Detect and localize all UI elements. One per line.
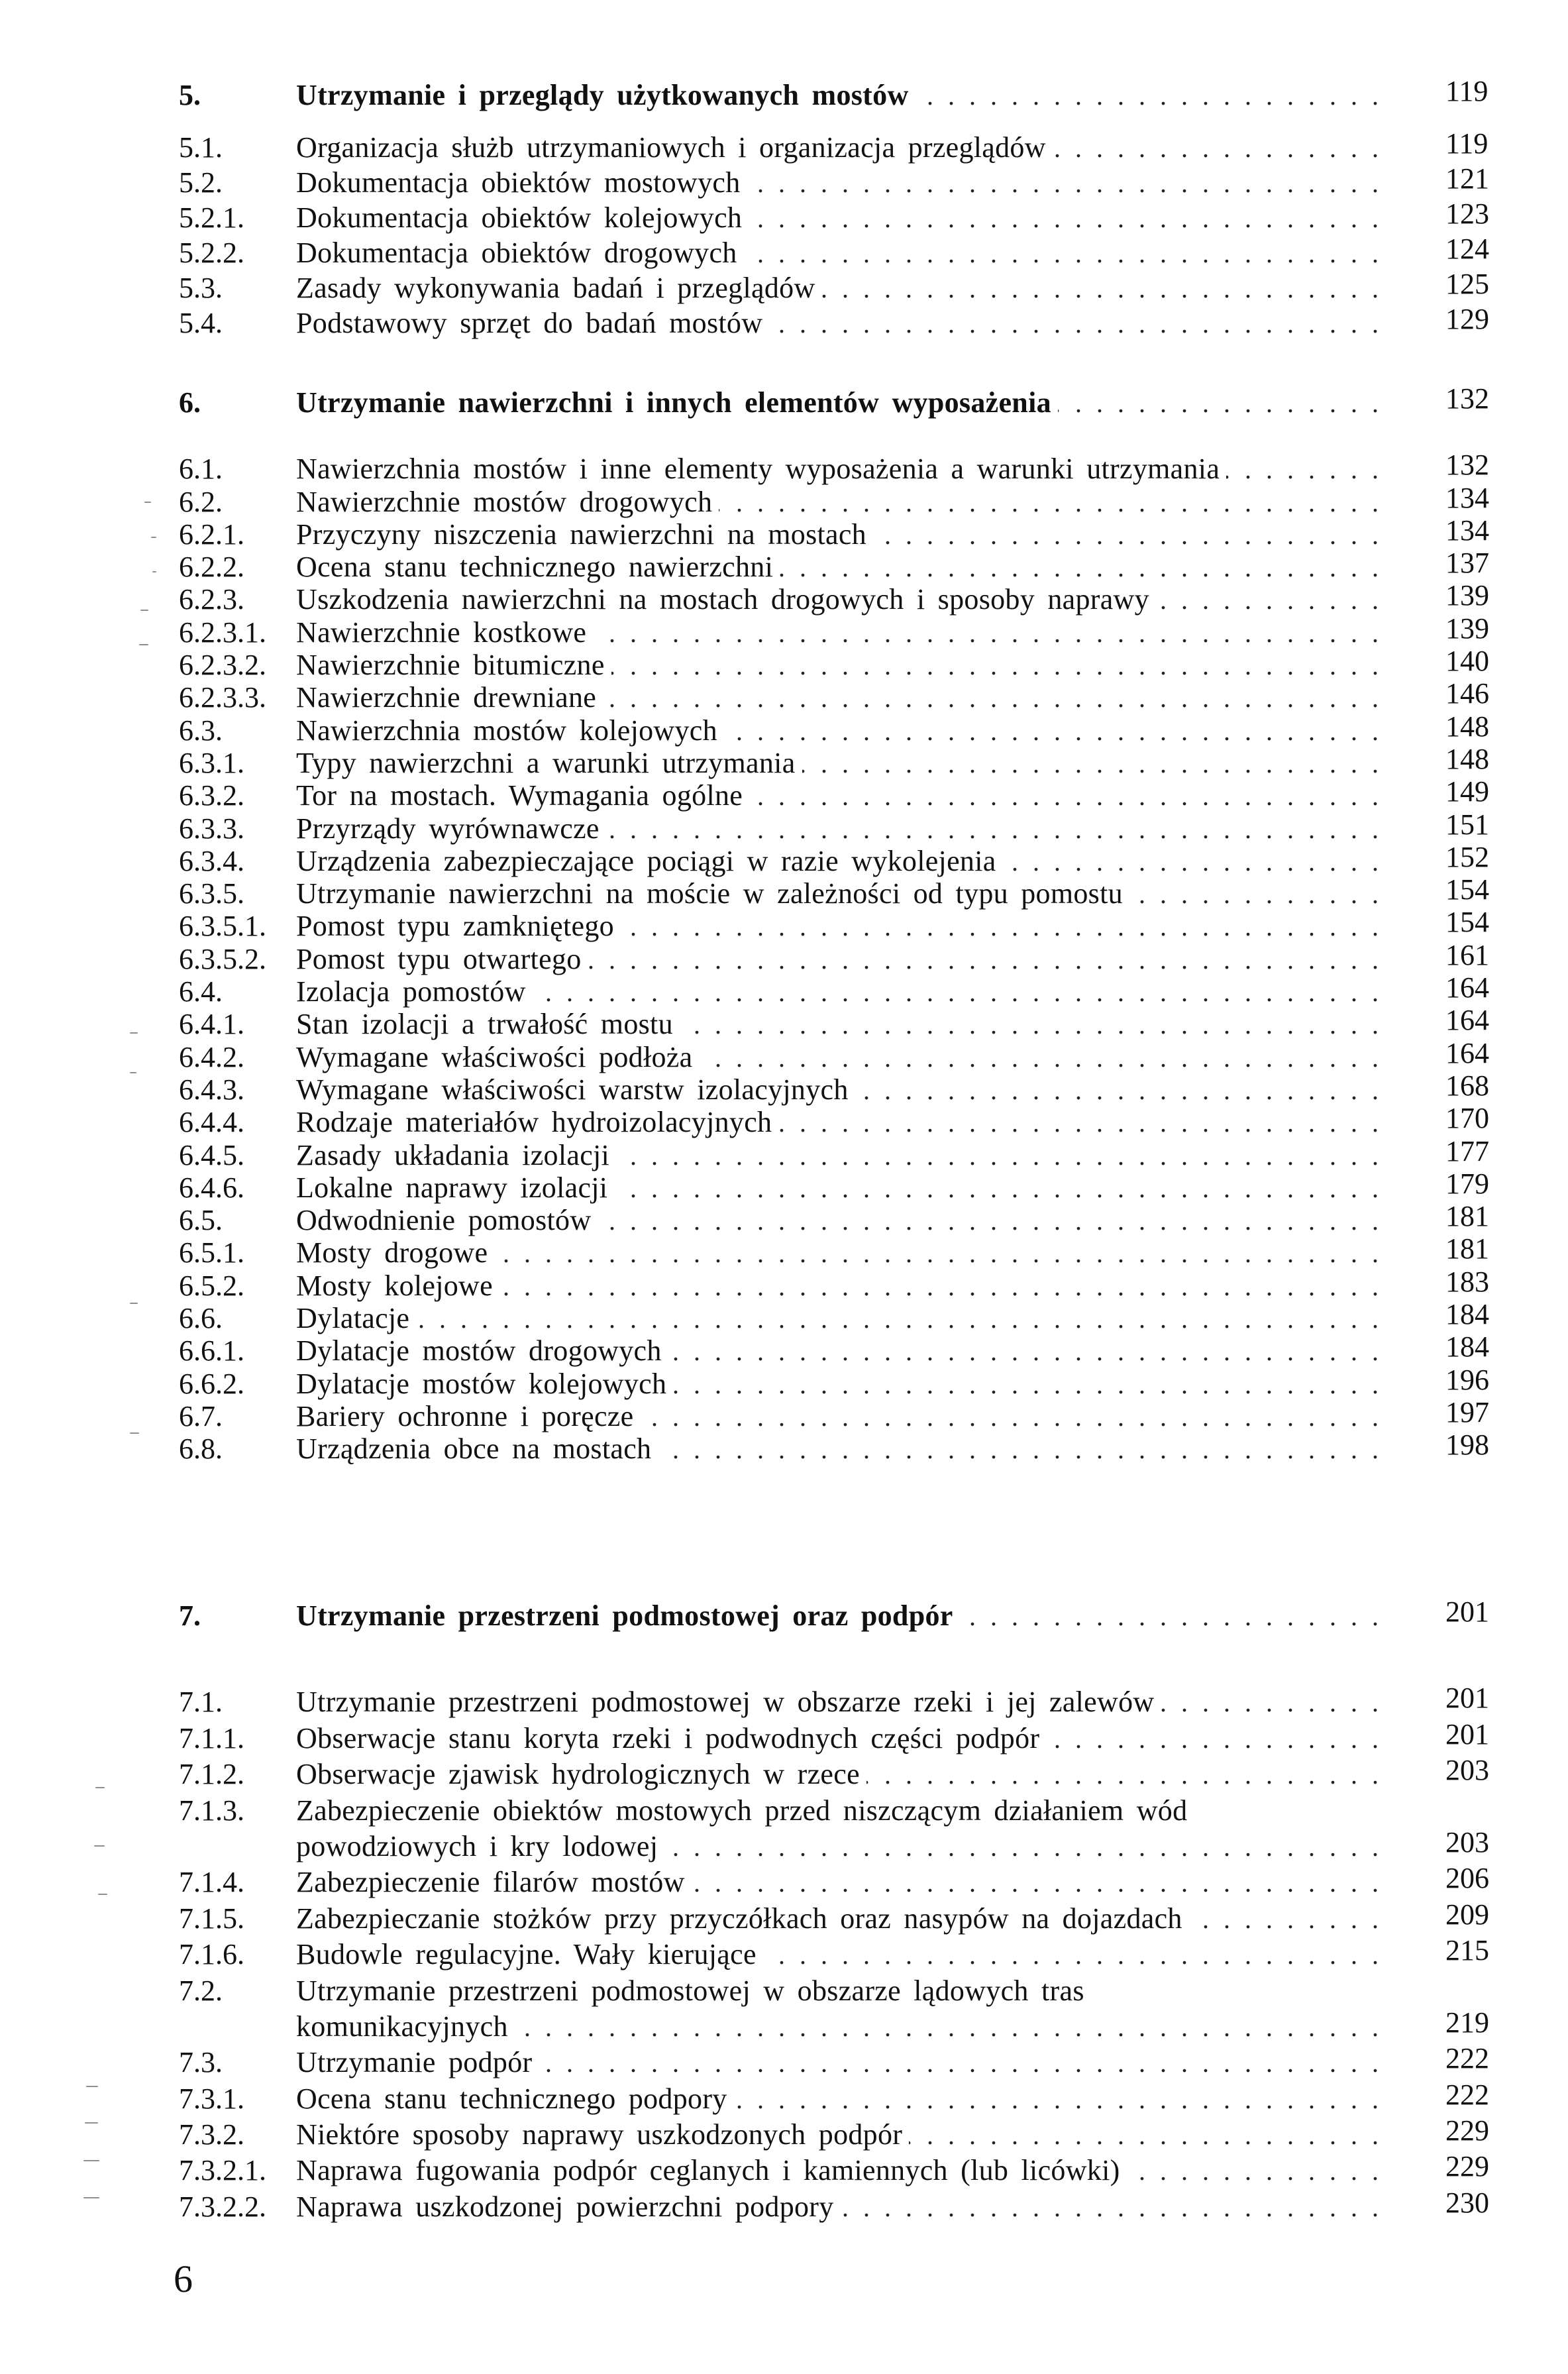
- chapter-number: 6.: [179, 386, 201, 419]
- dot-leader: [873, 519, 1383, 551]
- dot-leader: [1046, 1721, 1383, 1757]
- page-number: 177: [1445, 1134, 1489, 1167]
- dot-leader: [1156, 584, 1383, 616]
- page-number: 119: [1445, 127, 1489, 160]
- dot-leader: [724, 715, 1383, 747]
- dot-leader: [822, 271, 1383, 306]
- entry-number: 6.2.3.2.: [179, 649, 266, 682]
- toc-entry[interactable]: [0, 710, 1568, 747]
- entry-title: Zasady wykonywania badań i przeglądów: [296, 272, 815, 304]
- entry-title: Utrzymanie przestrzeni podmostowej w obszarze rzeki i jej zalewów: [296, 1686, 1155, 1719]
- dot-leader: [515, 2010, 1383, 2045]
- chapter-title: Utrzymanie i przeglądy użytkowanych mostów: [296, 79, 909, 111]
- dot-leader: [614, 1172, 1383, 1205]
- chapter-number: 5.: [179, 79, 201, 111]
- toc-entry-continuation[interactable]: [0, 1825, 1568, 1864]
- entry-number: 7.3.2.2.: [179, 2190, 266, 2223]
- entry-number: 6.2.: [179, 485, 223, 518]
- entry-title: Budowle regulacyjne. Wały kierujące: [296, 1938, 757, 1971]
- entry-number: 6.5.: [179, 1204, 223, 1237]
- pencil-mark-icon: [144, 502, 151, 503]
- dot-leader: [606, 813, 1383, 845]
- chapter-number: 7.: [179, 1599, 201, 1632]
- dot-leader: [960, 1599, 1383, 1635]
- entry-title-continuation: komunikacyjnych: [296, 2010, 508, 2043]
- entry-title: Pomost typu otwartego: [296, 942, 582, 975]
- toc-entry[interactable]: [0, 1756, 1568, 1792]
- entry-number: 6.3.4.: [179, 844, 244, 877]
- page-number: 123: [1445, 197, 1489, 230]
- entry-title: Izolacja pomostów: [296, 975, 526, 1008]
- dot-leader: [593, 617, 1383, 649]
- toc-entry[interactable]: [0, 873, 1568, 910]
- entry-number: 7.1.5.: [179, 1902, 244, 1935]
- dot-leader: [909, 2118, 1383, 2153]
- entry-title: Mosty drogowe: [296, 1236, 488, 1269]
- pencil-mark-icon: [151, 537, 156, 538]
- entry-title: Nawierzchnie mostów drogowych: [296, 485, 713, 518]
- toc-entry[interactable]: [0, 2114, 1568, 2153]
- entry-title: Tor na mostach. Wymagania ogólne: [296, 779, 743, 812]
- toc-entry[interactable]: [0, 1200, 1568, 1237]
- toc-chapter-6: [0, 382, 1568, 1466]
- toc-entry[interactable]: [0, 677, 1568, 714]
- dot-leader: [533, 976, 1383, 1008]
- toc-entry[interactable]: [0, 305, 1568, 341]
- entry-title: Obserwacje stanu koryta rzeki i podwodnych części podpór: [296, 1721, 1040, 1754]
- toc-entry[interactable]: [0, 808, 1568, 845]
- dot-leader: [1058, 387, 1383, 419]
- entry-title: Dylatacje: [296, 1302, 410, 1335]
- page-number: 137: [1445, 547, 1489, 580]
- pencil-mark-icon: [98, 1894, 107, 1895]
- dot-leader: [588, 944, 1383, 976]
- page-number: 164: [1445, 1004, 1489, 1037]
- entry-title: Nawierzchnia mostów i inne elementy wyposażenia a warunki utrzymania: [296, 453, 1220, 486]
- entry-number: 7.3.: [179, 2046, 223, 2079]
- page-number: 181: [1445, 1200, 1489, 1233]
- toc-entry[interactable]: [0, 513, 1568, 551]
- pencil-mark-icon: [83, 2160, 99, 2161]
- entry-title: Uszkodzenia nawierzchni na mostach drogowych i sposoby naprawy: [296, 583, 1149, 616]
- dot-leader: [1129, 878, 1383, 910]
- toc-entry[interactable]: [0, 1934, 1568, 1972]
- toc-entries-list: [0, 449, 1568, 1466]
- pencil-mark-icon: [130, 1432, 139, 1434]
- entry-number: 6.2.1.: [179, 517, 244, 551]
- entry-number: 6.3.: [179, 714, 223, 747]
- toc-entry[interactable]: [0, 1898, 1568, 1937]
- pencil-mark-icon: [86, 2086, 98, 2087]
- dot-leader: [802, 747, 1383, 780]
- page-number: 170: [1445, 1102, 1489, 1135]
- page-number: 139: [1445, 579, 1489, 612]
- pencil-mark-icon: [130, 1072, 136, 1073]
- chapter-title: Utrzymanie nawierzchni i innych elementów wyposażenia: [296, 386, 1051, 419]
- toc-entry[interactable]: [0, 840, 1568, 877]
- toc-entry[interactable]: [0, 612, 1568, 649]
- entry-title: Zabezpieczenie filarów mostów: [296, 1866, 685, 1899]
- entry-number: 7.1.6.: [179, 1938, 244, 1971]
- entry-number: 7.1.4.: [179, 1866, 244, 1899]
- page-number: 179: [1445, 1167, 1489, 1200]
- dot-leader: [416, 1303, 1383, 1335]
- page-number: 132: [1445, 449, 1489, 482]
- entry-title: Urządzenia obce na mostach: [296, 1432, 652, 1466]
- dot-leader: [494, 1237, 1383, 1269]
- entry-title: Zabezpieczanie stożków przy przyczółkach oraz nasypów na dojazdach: [296, 1902, 1182, 1935]
- pencil-mark-icon: [85, 2122, 98, 2124]
- entry-title: Zabezpieczenie obiektów mostowych przed niszczącym działaniem wód: [296, 1794, 1188, 1827]
- entry-title: Ocena stanu technicznego nawierzchni: [296, 551, 774, 584]
- page-number: 125: [1445, 268, 1489, 300]
- entry-number: 6.7.: [179, 1399, 223, 1432]
- toc-entry[interactable]: [0, 775, 1568, 812]
- entry-title: Przyrządy wyrównawcze: [296, 812, 600, 845]
- entry-title: Bariery ochronne i poręcze: [296, 1399, 634, 1432]
- toc-chapter-5: [0, 75, 1568, 341]
- entry-number: 7.1.: [179, 1686, 223, 1719]
- entry-number: 7.2.: [179, 1974, 223, 2007]
- entry-title-continuation: powodziowych i kry lodowej: [296, 1829, 658, 1862]
- toc-entry[interactable]: [0, 971, 1568, 1008]
- page-number: 184: [1445, 1298, 1489, 1331]
- dot-leader: [1127, 2153, 1383, 2189]
- page-number: 229: [1445, 2114, 1489, 2147]
- toc-entry[interactable]: [0, 1395, 1568, 1432]
- entry-title: Dokumentacja obiektów kolejowych: [296, 201, 743, 234]
- dot-leader: [749, 201, 1383, 236]
- page-number: 230: [1445, 2186, 1489, 2219]
- toc-chapter-heading[interactable]: [0, 1595, 1568, 1634]
- page-number: 183: [1445, 1265, 1489, 1298]
- toc-entry[interactable]: [0, 579, 1568, 616]
- entry-number: 6.3.2.: [179, 779, 244, 812]
- dot-leader: [680, 1008, 1383, 1041]
- toc-chapter-heading[interactable]: [0, 75, 1568, 113]
- entry-title: Dylatacje mostów drogowych: [296, 1334, 662, 1368]
- pencil-mark-icon: [95, 1787, 105, 1788]
- page-number: 161: [1445, 938, 1489, 971]
- dot-leader: [640, 1401, 1383, 1433]
- entry-number: 6.4.4.: [179, 1106, 244, 1139]
- entry-title: Utrzymanie podpór: [296, 2046, 533, 2079]
- page-number: 201: [1445, 1682, 1489, 1715]
- page-number: 129: [1445, 303, 1489, 335]
- dot-leader: [915, 78, 1383, 113]
- page-number: 209: [1445, 1898, 1489, 1931]
- pencil-mark-icon: [139, 644, 148, 645]
- entry-number: 6.4.6.: [179, 1171, 244, 1204]
- page-number: 124: [1445, 233, 1489, 265]
- toc-entry[interactable]: [0, 2078, 1568, 2117]
- dot-leader: [719, 486, 1383, 519]
- entry-number: 7.3.2.: [179, 2118, 244, 2151]
- toc-entry[interactable]: [0, 2042, 1568, 2080]
- toc-entries-list: [0, 1684, 1568, 2225]
- toc-entry[interactable]: [0, 1973, 1568, 2009]
- toc-entry[interactable]: [0, 1036, 1568, 1073]
- entry-title: Naprawa uszkodzonej powierzchni podpory: [296, 2190, 834, 2223]
- dot-leader: [621, 910, 1383, 943]
- dot-leader: [841, 2190, 1383, 2226]
- toc-chapter-heading[interactable]: [0, 382, 1568, 419]
- page-number: 206: [1445, 1862, 1489, 1895]
- dot-leader: [780, 551, 1383, 584]
- toc-entry[interactable]: [0, 938, 1568, 975]
- dot-leader: [616, 1140, 1383, 1172]
- page-number: 203: [1445, 1754, 1489, 1787]
- toc-entry[interactable]: [0, 1134, 1568, 1171]
- entry-number: 6.2.3.: [179, 583, 244, 616]
- dot-leader: [658, 1433, 1383, 1466]
- entry-number: 6.4.3.: [179, 1073, 244, 1106]
- entry-title: Lokalne naprawy izolacji: [296, 1171, 608, 1204]
- entry-number: 7.3.2.1.: [179, 2154, 266, 2187]
- toc-entry[interactable]: [0, 1793, 1568, 1829]
- page-number: 201: [1445, 1595, 1489, 1628]
- dot-leader: [598, 1205, 1383, 1237]
- toc-entry[interactable]: [0, 1265, 1568, 1302]
- entry-title: Dylatacje mostów kolejowych: [296, 1367, 667, 1400]
- toc-entry-continuation[interactable]: [0, 2006, 1568, 2045]
- dot-leader: [1003, 845, 1383, 878]
- entry-number: 7.1.1.: [179, 1721, 244, 1754]
- pencil-mark-icon: [152, 571, 156, 572]
- toc-entry[interactable]: [0, 547, 1568, 584]
- entry-number: 6.8.: [179, 1432, 223, 1466]
- entry-number: 6.3.5.1.: [179, 910, 266, 943]
- entry-number: 5.2.2.: [179, 237, 244, 269]
- toc-entry[interactable]: [0, 1429, 1568, 1466]
- toc-entry[interactable]: [0, 1298, 1568, 1335]
- page-number: 134: [1445, 513, 1489, 547]
- page-number: 168: [1445, 1069, 1489, 1102]
- entry-title: Podstawowy sprzęt do badań mostów: [296, 307, 763, 339]
- dot-leader: [692, 1865, 1383, 1901]
- dot-leader: [539, 2045, 1383, 2081]
- toc-entry[interactable]: [0, 645, 1568, 682]
- entry-title: Ocena stanu technicznego podpory: [296, 2082, 727, 2115]
- page-footer-number: 6: [174, 2257, 193, 2300]
- entry-number: 6.6.2.: [179, 1367, 244, 1400]
- entry-title: Nawierzchnie kostkowe: [296, 616, 587, 649]
- page-number: 148: [1445, 742, 1489, 775]
- toc-entry[interactable]: [0, 197, 1568, 235]
- toc-entry[interactable]: [0, 235, 1568, 270]
- entry-title: Nawierzchnie drewniane: [296, 681, 597, 714]
- entry-number: 7.1.3.: [179, 1794, 244, 1827]
- entry-title: Mosty kolejowe: [296, 1269, 493, 1302]
- page-number: 151: [1445, 808, 1489, 841]
- page-number: 148: [1445, 710, 1489, 743]
- entry-number: 7.1.2.: [179, 1758, 244, 1791]
- page-number: 121: [1445, 162, 1489, 195]
- page-number: 184: [1445, 1330, 1489, 1364]
- dot-leader: [603, 682, 1383, 714]
- entry-title: Typy nawierzchni a warunki utrzymania: [296, 746, 796, 779]
- entry-number: 6.2.3.1.: [179, 616, 266, 649]
- entry-number: 7.3.1.: [179, 2082, 244, 2115]
- page-number: 140: [1445, 645, 1489, 678]
- page-number: 222: [1445, 2042, 1489, 2075]
- entry-title: Obserwacje zjawisk hydrologicznych w rzece: [296, 1758, 860, 1791]
- entry-number: 6.2.2.: [179, 551, 244, 584]
- page-number: 134: [1445, 481, 1489, 514]
- entry-title: Utrzymanie nawierzchni na moście w zależności od typu pomostu: [296, 877, 1123, 910]
- page-number: 198: [1445, 1429, 1489, 1462]
- dot-leader: [749, 780, 1383, 812]
- entry-title: Rodzaje materiałów hydroizolacyjnych: [296, 1106, 772, 1139]
- dot-leader: [499, 1270, 1383, 1303]
- entry-title: Dokumentacja obiektów drogowych: [296, 237, 737, 269]
- pencil-mark-icon: [94, 1845, 105, 1847]
- toc-entry[interactable]: [0, 1330, 1568, 1368]
- toc-entry[interactable]: [0, 1864, 1568, 1900]
- toc-entry[interactable]: [0, 1102, 1568, 1139]
- entry-number: 6.5.1.: [179, 1236, 244, 1269]
- entry-title: Urządzenia zabezpieczające pociągi w razie wykolejenia: [296, 844, 996, 877]
- toc-entry[interactable]: [0, 1167, 1568, 1204]
- entry-number: 6.2.3.3.: [179, 681, 266, 714]
- page-number: 196: [1445, 1363, 1489, 1396]
- page-number: 181: [1445, 1232, 1489, 1266]
- page-number: 222: [1445, 2078, 1489, 2111]
- toc-entry[interactable]: [0, 2186, 1568, 2225]
- toc-entry[interactable]: [0, 449, 1568, 486]
- dot-leader: [747, 166, 1383, 201]
- toc-entry[interactable]: [0, 1363, 1568, 1400]
- toc-entry[interactable]: [0, 481, 1568, 518]
- toc-entry[interactable]: [0, 1004, 1568, 1041]
- page-number: 201: [1445, 1717, 1489, 1751]
- pencil-mark-icon: [83, 2197, 99, 2198]
- entry-title: Wymagane właściwości warstw izolacyjnych: [296, 1073, 849, 1106]
- dot-leader: [1189, 1902, 1383, 1937]
- dot-leader: [763, 1937, 1383, 1973]
- dot-leader: [668, 1335, 1383, 1368]
- entry-number: 6.6.1.: [179, 1334, 244, 1368]
- entry-number: 5.1.: [179, 131, 223, 164]
- entry-number: 5.4.: [179, 307, 223, 339]
- entry-number: 6.5.2.: [179, 1269, 244, 1302]
- dot-leader: [734, 2082, 1383, 2118]
- dot-leader: [1161, 1685, 1383, 1721]
- page-number: 139: [1445, 612, 1489, 645]
- toc-entry[interactable]: [0, 1069, 1568, 1106]
- entry-title: Stan izolacji a trwałość mostu: [296, 1008, 673, 1041]
- pencil-mark-icon: [130, 1032, 138, 1034]
- dot-leader: [699, 1042, 1383, 1074]
- page-number: 197: [1445, 1395, 1489, 1429]
- entry-title: Wymagane właściwości podłoża: [296, 1040, 693, 1073]
- entry-number: 6.4.2.: [179, 1040, 244, 1073]
- entry-number: 6.3.3.: [179, 812, 244, 845]
- dot-leader: [744, 236, 1383, 271]
- entry-title: Nawierzchnia mostów kolejowych: [296, 714, 717, 747]
- dot-leader: [664, 1829, 1383, 1865]
- pencil-mark-icon: [140, 610, 148, 611]
- page-number: 164: [1445, 971, 1489, 1004]
- page-number: 119: [1445, 75, 1489, 107]
- entry-title: Przyczyny niszczenia nawierzchni na mostach: [296, 517, 866, 551]
- dot-leader: [611, 649, 1383, 682]
- dot-leader: [673, 1368, 1383, 1401]
- entry-title: Organizacja służb utrzymaniowych i organizacja przeglądów: [296, 131, 1046, 164]
- toc-entry[interactable]: [0, 1717, 1568, 1756]
- chapter-title: Utrzymanie przestrzeni podmostowej oraz podpór: [296, 1599, 953, 1632]
- entry-number: 6.3.1.: [179, 746, 244, 779]
- entry-number: 6.6.: [179, 1302, 223, 1335]
- entry-number: 5.2.: [179, 166, 223, 199]
- dot-leader: [778, 1106, 1383, 1139]
- entry-title: Pomost typu zamkniętego: [296, 910, 614, 943]
- toc-entry[interactable]: [0, 127, 1568, 165]
- toc-entry[interactable]: [0, 1684, 1568, 1720]
- toc-entry[interactable]: [0, 1232, 1568, 1269]
- page-number: 164: [1445, 1036, 1489, 1069]
- page-number: 152: [1445, 840, 1489, 873]
- entry-number: 5.2.1.: [179, 201, 244, 234]
- dot-leader: [1053, 131, 1383, 166]
- entry-title: Nawierzchnie bitumiczne: [296, 649, 605, 682]
- dot-leader: [855, 1074, 1383, 1106]
- toc-entry[interactable]: [0, 906, 1568, 943]
- page-number: 215: [1445, 1934, 1489, 1967]
- entry-number: 5.3.: [179, 272, 223, 304]
- page-number: 154: [1445, 906, 1489, 939]
- page-number: 132: [1445, 382, 1489, 415]
- toc-entry[interactable]: [0, 742, 1568, 779]
- toc-entry[interactable]: [0, 162, 1568, 200]
- entry-number: 6.3.5.: [179, 877, 244, 910]
- page-number: 203: [1445, 1825, 1489, 1859]
- page-number: 154: [1445, 873, 1489, 906]
- page-number: 146: [1445, 677, 1489, 710]
- page-number: 149: [1445, 775, 1489, 808]
- entry-number: 6.4.5.: [179, 1138, 244, 1171]
- dot-leader: [769, 306, 1383, 341]
- entry-title: Dokumentacja obiektów mostowych: [296, 166, 741, 199]
- entry-number: 6.1.: [179, 453, 223, 486]
- toc-entry[interactable]: [0, 270, 1568, 305]
- dot-leader: [866, 1757, 1383, 1793]
- entry-title: Utrzymanie przestrzeni podmostowej w obszarze lądowych tras: [296, 1974, 1084, 2007]
- toc-entry[interactable]: [0, 2150, 1568, 2188]
- page-number: 229: [1445, 2150, 1489, 2183]
- entry-number: 6.4.1.: [179, 1008, 244, 1041]
- entry-number: 6.3.5.2.: [179, 942, 266, 975]
- toc-chapter-7: [0, 1595, 1568, 2225]
- entry-title: Zasady układania izolacji: [296, 1138, 610, 1171]
- pencil-mark-icon: [130, 1303, 138, 1304]
- dot-leader: [1226, 453, 1383, 486]
- page-number: 219: [1445, 2006, 1489, 2039]
- entry-title: Odwodnienie pomostów: [296, 1204, 592, 1237]
- entry-number: 6.4.: [179, 975, 223, 1008]
- entry-title: Naprawa fugowania podpór ceglanych i kamiennych (lub licówki): [296, 2154, 1120, 2187]
- entry-title: Niektóre sposoby naprawy uszkodzonych podpór: [296, 2118, 903, 2151]
